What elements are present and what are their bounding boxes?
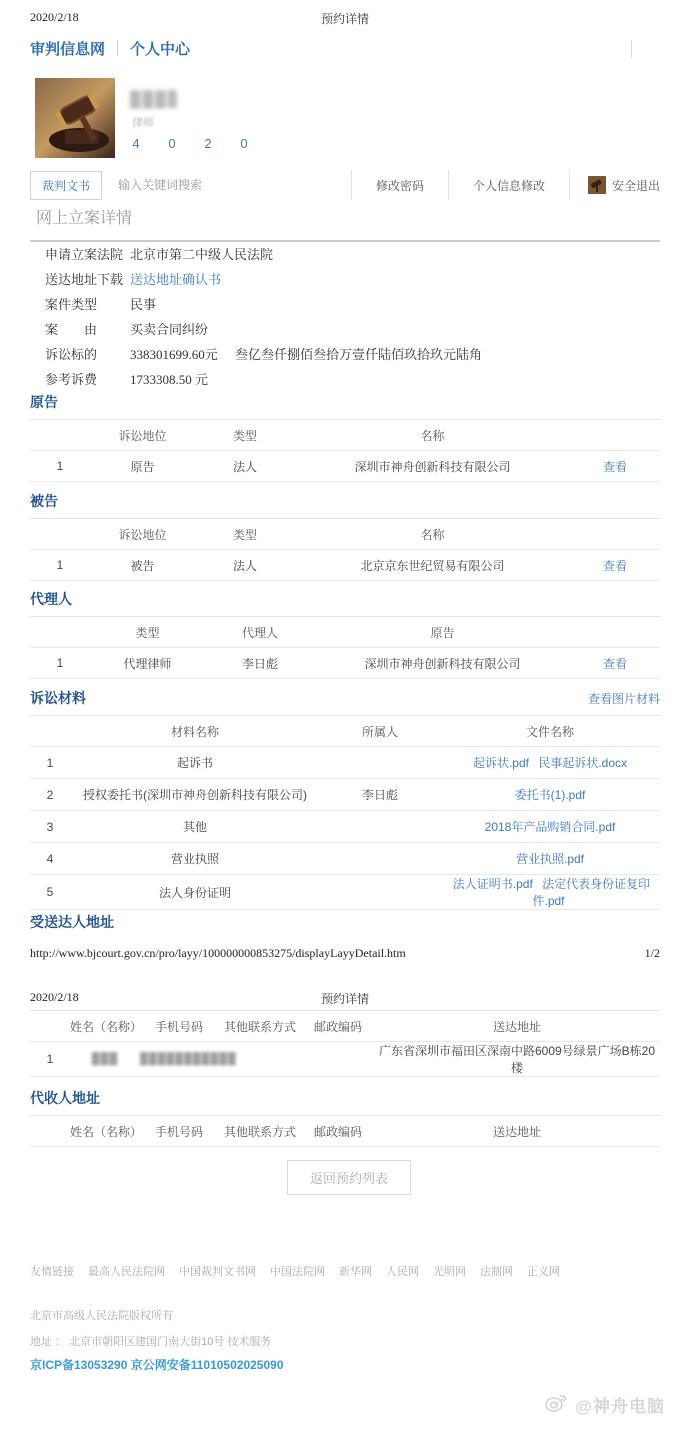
section-title: 诉讼材料 bbox=[30, 690, 86, 706]
field-fee bbox=[45, 366, 660, 391]
toolbar-right bbox=[351, 170, 660, 200]
table-row bbox=[30, 550, 660, 581]
footer-link[interactable]: 最高人民法院网 bbox=[88, 1266, 165, 1278]
print-url: http://www.bjcourt.gov.cn/pro/layy/100000000853275/displayLayyDetail.htm bbox=[30, 946, 406, 960]
stat-count[interactable]: 0 bbox=[168, 136, 176, 151]
cell-material-name: 法人身份证明 bbox=[158, 885, 231, 900]
nav-divider bbox=[117, 41, 118, 56]
footer-address: 地址 ： 北京市朝阳区建国门南大街10号 技术服务 bbox=[30, 1336, 272, 1348]
cell-files bbox=[440, 875, 660, 909]
avatar bbox=[35, 78, 115, 158]
footer-link[interactable]: 正义网 bbox=[527, 1266, 560, 1278]
section-title: 受送达人地址 bbox=[30, 914, 114, 930]
file-link[interactable]: 法人证明书.pdf bbox=[452, 877, 533, 891]
weibo-watermark bbox=[544, 1390, 665, 1419]
view-link[interactable]: 查看 bbox=[602, 656, 627, 671]
table-header-row bbox=[30, 1116, 660, 1147]
table-row bbox=[30, 747, 660, 779]
cell-name: 深圳市神舟创新科技有限公司 bbox=[354, 459, 511, 474]
watermark-text: @神舟电脑 bbox=[575, 1397, 665, 1416]
col-header: 手机号码 bbox=[154, 1019, 203, 1034]
col-header: 姓名（名称） bbox=[70, 1019, 143, 1034]
table-row bbox=[30, 1042, 660, 1077]
table-row bbox=[30, 811, 660, 843]
service-address-confirm-link[interactable]: 送达地址确认书 bbox=[130, 272, 222, 287]
col-header: 其他联系方式 bbox=[223, 1019, 296, 1034]
footer-links-label: 友情链接 bbox=[30, 1266, 74, 1278]
cell-agent-name: 李日彪 bbox=[241, 656, 278, 671]
back-to-list-button[interactable]: 返回预约列表 bbox=[287, 1160, 411, 1195]
print-title: 预约详情 bbox=[320, 992, 369, 1006]
view-link[interactable]: 查看 bbox=[602, 558, 627, 573]
file-link[interactable]: 法定代表身份证复印件.pdf bbox=[532, 877, 651, 908]
cell-files bbox=[440, 818, 660, 835]
masked-recipient-name: ███ bbox=[91, 1053, 119, 1065]
table-row bbox=[30, 648, 660, 679]
field-label: 申请立案法院 bbox=[45, 247, 124, 262]
search-input[interactable] bbox=[116, 177, 270, 193]
field-case-type bbox=[45, 291, 660, 316]
col-header: 代理人 bbox=[241, 625, 278, 640]
mini-avatar-icon bbox=[588, 176, 606, 194]
cell-material-name: 授权委托书(深圳市神舟创新科技有限公司) bbox=[83, 788, 307, 802]
table-row bbox=[30, 451, 660, 482]
col-header: 材料名称 bbox=[170, 724, 219, 739]
cell-name: 北京京东世纪贸易有限公司 bbox=[360, 558, 505, 573]
recipient-table bbox=[30, 1010, 660, 1077]
cell-files bbox=[440, 786, 660, 803]
print-header-page2 bbox=[0, 990, 690, 1006]
cell-files bbox=[440, 754, 660, 771]
table-row bbox=[30, 875, 660, 910]
amount-in-chinese: 叁亿叁仟捌佰叁拾万壹仟陆佰玖拾玖元陆角 bbox=[235, 347, 483, 362]
table-header-row bbox=[30, 1011, 660, 1042]
field-label: 参考诉费 bbox=[45, 372, 98, 387]
field-court bbox=[45, 241, 660, 266]
col-header: 原告 bbox=[430, 625, 455, 640]
field-label: 案 由 bbox=[45, 322, 98, 337]
col-header: 诉讼地位 bbox=[118, 428, 167, 443]
file-link[interactable]: 起诉状.pdf bbox=[472, 756, 529, 770]
print-title: 预约详情 bbox=[320, 12, 369, 26]
footer-copyright: 北京市高级人民法院版权所有 bbox=[30, 1310, 173, 1322]
footer-link[interactable]: 人民网 bbox=[386, 1266, 419, 1278]
nav-personal-center[interactable]: 个人中心 bbox=[130, 41, 191, 58]
table-header-row bbox=[30, 519, 660, 550]
table-row bbox=[30, 779, 660, 811]
field-label: 诉讼标的 bbox=[45, 347, 98, 362]
agent-section bbox=[30, 589, 660, 679]
table-row bbox=[30, 843, 660, 875]
profile-name-masked: ███▊ bbox=[130, 91, 182, 108]
file-link[interactable]: 2018年产品购销合同.pdf bbox=[484, 820, 616, 834]
field-value: 338301699.60元 bbox=[130, 347, 218, 362]
cell-position: 原告 bbox=[130, 459, 155, 474]
cell-type: 法人 bbox=[232, 459, 257, 474]
col-header: 类型 bbox=[232, 428, 257, 443]
case-detail-fields bbox=[45, 241, 660, 391]
recipient-address-title bbox=[30, 912, 660, 932]
field-value: 民事 bbox=[130, 297, 157, 312]
logout-label: 安全退出 bbox=[611, 178, 660, 193]
top-nav bbox=[30, 38, 190, 59]
col-header: 文件名称 bbox=[525, 724, 574, 739]
footer-links bbox=[30, 1263, 574, 1279]
footer-link[interactable]: 法制网 bbox=[480, 1266, 513, 1278]
row-index: 1 bbox=[56, 656, 64, 670]
section-title: 被告 bbox=[30, 493, 58, 509]
table-header-row bbox=[30, 420, 660, 451]
cell-service-address: 广东省深圳市福田区深南中路6009号绿景广场B栋20楼 bbox=[378, 1044, 656, 1075]
defendant-section bbox=[30, 491, 660, 581]
table-header-row bbox=[30, 617, 660, 648]
table-header-row bbox=[30, 716, 660, 747]
cell-type: 法人 bbox=[232, 558, 257, 573]
field-value: 买卖合同纠纷 bbox=[130, 322, 209, 337]
section-title: 代收人地址 bbox=[30, 1090, 100, 1106]
field-download bbox=[45, 266, 660, 291]
cell-agent-type: 代理律师 bbox=[123, 656, 172, 671]
nav-site-title[interactable]: 审判信息网 bbox=[30, 41, 106, 58]
weibo-icon bbox=[544, 1390, 570, 1419]
view-image-materials-link[interactable]: 查看图片材料 bbox=[587, 691, 660, 706]
cell-material-name: 营业执照 bbox=[170, 852, 219, 866]
logout-button[interactable] bbox=[569, 170, 660, 200]
cell-files bbox=[440, 850, 660, 867]
change-password-button[interactable]: 修改密码 bbox=[351, 170, 448, 200]
toolbar bbox=[30, 170, 660, 200]
section-title: 原告 bbox=[30, 394, 58, 410]
print-footer bbox=[0, 946, 690, 962]
col-header: 姓名（名称） bbox=[70, 1124, 143, 1139]
row-index: 1 bbox=[46, 1052, 54, 1066]
row-index: 1 bbox=[56, 459, 64, 473]
col-header: 名称 bbox=[420, 527, 445, 542]
cell-party: 深圳市神舟创新科技有限公司 bbox=[364, 656, 521, 671]
proxy-recipient-table bbox=[30, 1115, 660, 1147]
cell-material-name: 其他 bbox=[182, 820, 207, 834]
profile-role: 律师 bbox=[132, 117, 154, 129]
print-header bbox=[0, 10, 690, 26]
col-header: 送达地址 bbox=[492, 1019, 541, 1034]
file-link[interactable]: 民事起诉状.docx bbox=[538, 756, 628, 770]
materials-table bbox=[30, 715, 660, 910]
footer-icp-link[interactable]: 京ICP备13053290 京公网安备11010502025090 bbox=[30, 1358, 284, 1372]
masked-phone-number: ███████████ bbox=[140, 1053, 237, 1065]
row-index: 3 bbox=[46, 819, 54, 834]
row-index: 1 bbox=[56, 558, 64, 572]
field-value: 1733308.50 元 bbox=[130, 372, 209, 387]
row-index: 4 bbox=[46, 851, 54, 866]
field-label: 案件类型 bbox=[45, 297, 98, 312]
agent-table bbox=[30, 616, 660, 679]
page-indicator: 1/2 bbox=[644, 946, 660, 960]
col-header: 所属人 bbox=[361, 724, 398, 739]
footer-link[interactable]: 中国法院网 bbox=[270, 1266, 325, 1278]
row-index: 1 bbox=[46, 755, 54, 770]
col-header: 手机号码 bbox=[154, 1124, 203, 1139]
print-date: 2020/2/18 bbox=[30, 990, 79, 1004]
col-header: 类型 bbox=[135, 625, 160, 640]
footer-link[interactable]: 光明网 bbox=[433, 1266, 466, 1278]
field-amount bbox=[45, 341, 660, 366]
col-header: 邮政编码 bbox=[313, 1019, 362, 1034]
file-link[interactable]: 营业执照.pdf bbox=[515, 852, 585, 866]
col-header: 类型 bbox=[232, 527, 257, 542]
stat-count[interactable]: 4 bbox=[132, 136, 140, 151]
row-index: 5 bbox=[46, 885, 54, 899]
stat-count[interactable]: 2 bbox=[204, 136, 212, 151]
cell-position: 被告 bbox=[130, 558, 155, 573]
plaintiff-table bbox=[30, 419, 660, 482]
footer-link[interactable]: 中国裁判文书网 bbox=[179, 1266, 256, 1278]
proxy-recipient-section bbox=[30, 1088, 660, 1147]
col-header: 其他联系方式 bbox=[223, 1124, 296, 1139]
col-header: 邮政编码 bbox=[313, 1124, 362, 1139]
doc-type-select[interactable]: 裁判文书 bbox=[30, 171, 102, 200]
cell-owner: 李日彪 bbox=[361, 788, 398, 802]
field-label: 送达地址下载 bbox=[45, 272, 124, 287]
edit-profile-button[interactable]: 个人信息修改 bbox=[448, 170, 569, 200]
section-title: 代理人 bbox=[30, 591, 72, 607]
file-link[interactable]: 委托书(1).pdf bbox=[514, 788, 586, 802]
col-header: 诉讼地位 bbox=[118, 527, 167, 542]
col-header: 送达地址 bbox=[492, 1124, 541, 1139]
view-link[interactable]: 查看 bbox=[602, 459, 627, 474]
right-edge-divider bbox=[631, 40, 632, 58]
print-date: 2020/2/18 bbox=[30, 10, 79, 24]
field-cause bbox=[45, 316, 660, 341]
field-value: 北京市第二中级人民法院 bbox=[130, 247, 274, 262]
recipient-address-section bbox=[30, 1010, 660, 1077]
plaintiff-section bbox=[30, 392, 660, 482]
page-section-title: 网上立案详情 bbox=[30, 201, 660, 242]
profile-card bbox=[35, 78, 455, 162]
row-index: 2 bbox=[46, 787, 54, 802]
materials-section bbox=[30, 688, 660, 910]
profile-stats bbox=[130, 136, 274, 151]
col-header: 名称 bbox=[420, 428, 445, 443]
footer-link[interactable]: 新华网 bbox=[339, 1266, 372, 1278]
stat-count[interactable]: 0 bbox=[240, 136, 248, 151]
defendant-table bbox=[30, 518, 660, 581]
cell-material-name: 起诉书 bbox=[176, 756, 213, 770]
